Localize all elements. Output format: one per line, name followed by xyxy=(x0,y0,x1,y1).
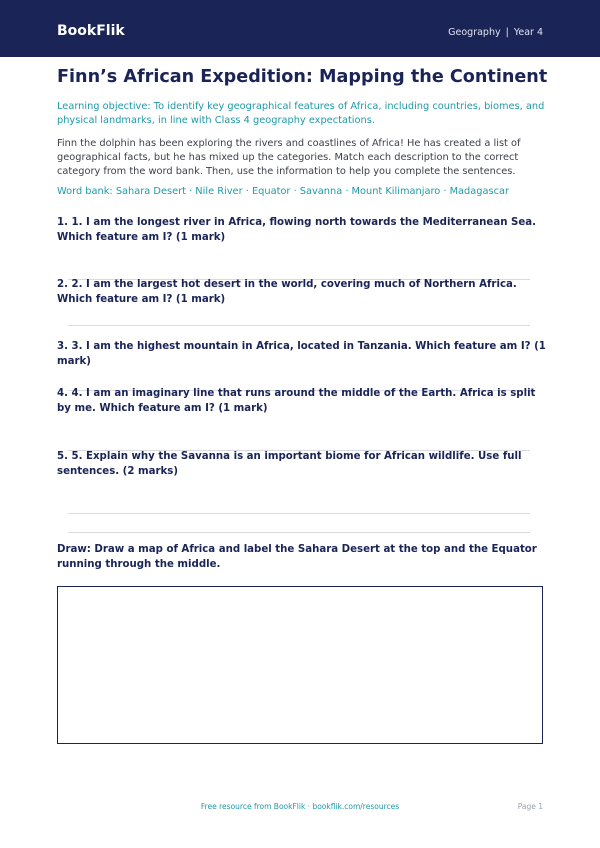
answer-line-5b[interactable] xyxy=(68,532,530,533)
page-header xyxy=(0,0,600,57)
intro-paragraph: Finn the dolphin has been exploring the rivers and coastlines of Africa! He has created a list of geographical facts, but he has mixed up the categories. Match each description to the correct category from the word bank. Then, use the information to help you complete the sentences. xyxy=(57,138,521,177)
drawing-box[interactable] xyxy=(57,586,543,744)
question-3: 3. 3. I am the highest mountain in Africa, located in Tanzania. Which feature am I? (1 mark) xyxy=(57,341,546,367)
subject-label: Geography xyxy=(448,27,501,38)
question-2: 2. 2. I am the largest hot desert in the world, covering much of Northern Africa. Which feature am I? (1 mark) xyxy=(57,279,517,305)
footer-resource[interactable]: Free resource from BookFlik · bookflik.com/resources xyxy=(200,802,400,811)
word-bank: Word bank: Sahara Desert · Nile River · Equator · Savanna · Mount Kilimanjaro · Madagascar xyxy=(57,186,510,197)
question-4: 4. 4. I am an imaginary line that runs around the middle of the Earth. Africa is split by me. Which feature am I? (1 mark) xyxy=(57,388,536,414)
meta-separator: | xyxy=(505,27,509,38)
learning-objective: Learning objective: To identify key geographical features of Africa, including countries, biomes, and physical landmarks, in line with Class 4 geography expectations. xyxy=(57,101,545,126)
page-number: Page 1 xyxy=(517,802,543,811)
answer-line-2[interactable] xyxy=(68,325,530,326)
year-label: Year 4 xyxy=(513,27,543,38)
header-meta xyxy=(448,27,543,39)
question-1: 1. 1. I am the longest river in Africa, flowing north towards the Mediterranean Sea. Which feature am I? (1 mark) xyxy=(57,217,536,243)
page-title: Finn’s African Expedition: Mapping the Continent xyxy=(57,67,548,87)
draw-task: Draw: Draw a map of Africa and label the Sahara Desert at the top and the Equator running through the middle. xyxy=(57,544,537,570)
question-5: 5. 5. Explain why the Savanna is an important biome for African wildlife. Use full sentences. (2 marks) xyxy=(57,451,522,477)
brand-logo: BookFlik xyxy=(57,23,125,39)
answer-line-5a[interactable] xyxy=(68,513,530,514)
